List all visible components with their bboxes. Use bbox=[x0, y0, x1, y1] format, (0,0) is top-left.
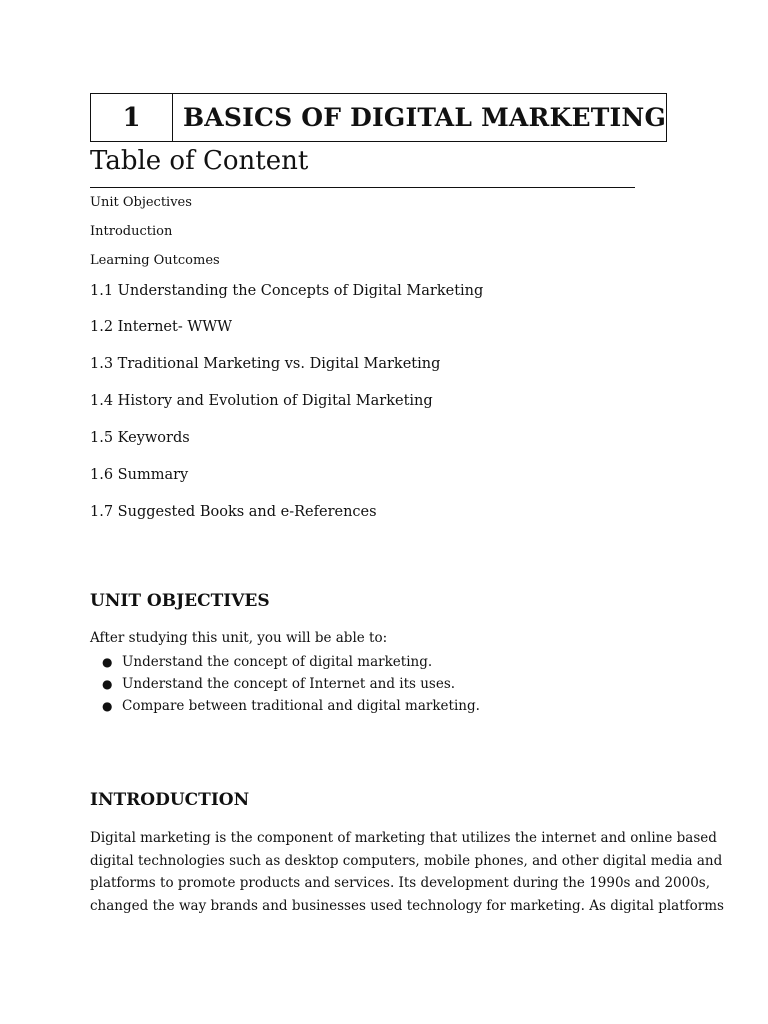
paragraph-line: digital technologies such as desktop computers, mobile phones, and other digital media and bbox=[90, 852, 723, 869]
toc-item: Introduction bbox=[90, 224, 173, 239]
paragraph-line: changed the way brands and businesses used technology for marketing. As digital platforms bbox=[90, 897, 724, 914]
list-item: ● Understand the concept of digital marketing. bbox=[90, 651, 480, 673]
chapter-title: BASICS OF DIGITAL MARKETING bbox=[182, 103, 666, 132]
list-item: ● Compare between traditional and digital marketing. bbox=[90, 695, 480, 717]
toc-item: Unit Objectives bbox=[90, 195, 192, 210]
chapter-number: 1 bbox=[91, 94, 173, 141]
toc-item: 1.1 Understanding the Concepts of Digital Marketing bbox=[90, 283, 484, 299]
objectives-intro: After studying this unit, you will be able to: bbox=[90, 630, 388, 646]
paragraph-line: Digital marketing is the component of marketing that utilizes the internet and online based bbox=[90, 830, 717, 846]
toc-item: 1.3 Traditional Marketing vs. Digital Marketing bbox=[90, 356, 441, 372]
introduction-paragraph bbox=[90, 827, 724, 917]
bullet-icon: ● bbox=[102, 699, 113, 713]
bullet-icon: ● bbox=[102, 677, 113, 691]
paragraph-line: platforms to promote products and services. Its development during the 1990s and 2000s, bbox=[90, 875, 711, 891]
toc-heading: Table of Content bbox=[90, 146, 309, 176]
list-item: ● Understand the concept of Internet and its uses. bbox=[90, 673, 480, 695]
toc-item: 1.2 Internet- WWW bbox=[90, 319, 233, 335]
toc-item: 1.4 History and Evolution of Digital Marketing bbox=[90, 393, 433, 409]
introduction-heading: INTRODUCTION bbox=[90, 790, 250, 810]
toc-item: 1.5 Keywords bbox=[90, 430, 190, 446]
objectives-list bbox=[90, 651, 480, 717]
unit-objectives-heading: UNIT OBJECTIVES bbox=[90, 591, 270, 611]
bullet-icon: ● bbox=[102, 655, 113, 669]
toc-item: 1.7 Suggested Books and e-References bbox=[90, 504, 377, 520]
toc-item: Learning Outcomes bbox=[90, 253, 220, 268]
chapter-header bbox=[90, 93, 667, 142]
toc-item: 1.6 Summary bbox=[90, 467, 189, 483]
toc-divider bbox=[90, 187, 635, 188]
